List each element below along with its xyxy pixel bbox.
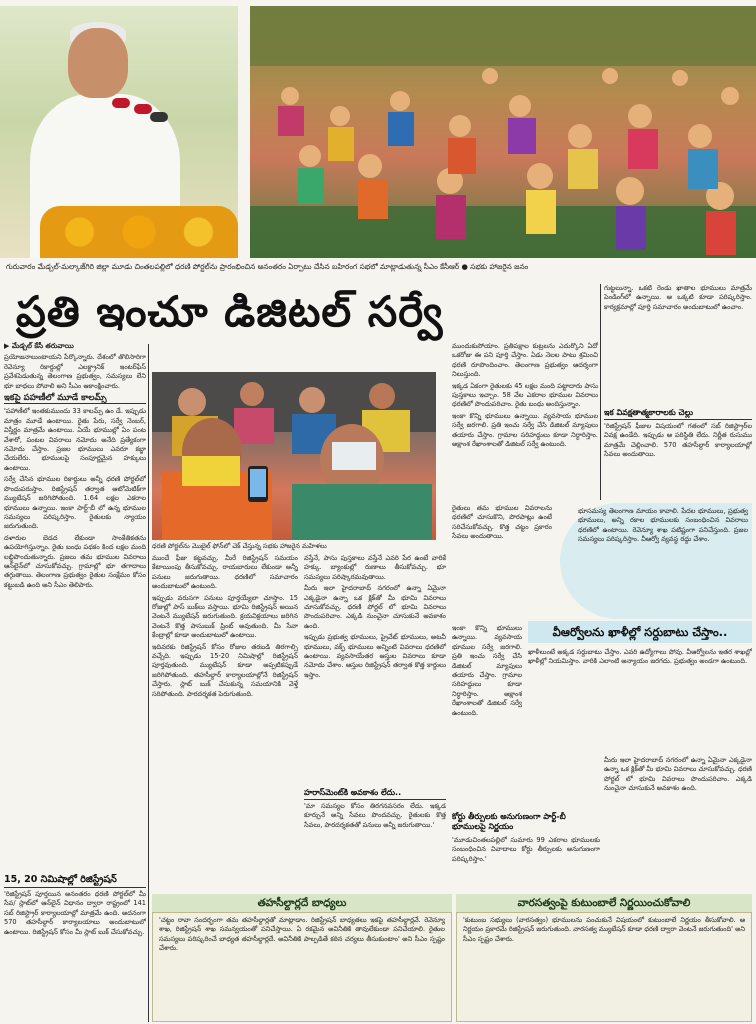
speaker-head — [68, 28, 128, 98]
paragraph: ఇంకా కొన్ని భూములు ఉన్నాయి. వ్యవసాయ భూముల సర్వే జరగాలి. ప్రతి ఇంచు సర్వే చేసి డిజిటల్ మ్యాపులు తయారు చేస్తాం. గ్రామాల సరిహద్దులు కూడా నిర్ధారిస్తాం. అక్షాంశ రేఖాంశాలతో డిజిటల్ సర్వే ఉంటుంది. — [452, 411, 598, 449]
article-column-4 — [452, 342, 598, 502]
photo-cm-speaking — [0, 6, 238, 258]
box-tahsildar — [152, 912, 452, 1022]
paragraph: సర్వే చేసిన భూముల రికార్డులు అన్నీ ధరణి పోర్టల్‌లో పొందుపరుస్తాం. రిజిస్ట్రేషన్ తర్వాత ఆటోమెటిక్‌గా మ్యుటేషన్ జరిగిపోతుంది. 1.64 లక్షల ఎకరాల భూములు ఉన్నాయి. ఇంకా పార్ట్-బీ లో ఉన్న భూముల సమస్యలు పరిష్కరిస్తాం. రైతులకు న్యాయం జరుగుతుంది. — [4, 475, 146, 531]
photo-women-with-phone — [152, 372, 436, 540]
subheading: కోర్టు తీర్పులకు అనుగుణంగా పార్ట్-బీ భూములపై నిర్ణయం — [452, 812, 566, 831]
box-text: 'చట్టం రావా సందర్భంగా తమ తహసీల్దార్లతో మాట్లాడాం. రిజిస్ట్రేషన్ బాధ్యతలు ఇకపై తహసీల్దార్లవే. రెవెన్యూ శాఖ, రిజిస్ట్రేషన్ శాఖ సమన్వయంతో పనిచేస్తాయి. ఏ రకమైన అవినీతికి తావులేకుండా పనిచేయాలి. రైతుల సమస్యలు పరిష్కరించే బాధ్యత తహసీల్దార్లదే. అవినీతికి పాల్పడితే కఠిన చర్యలు తీసుకుంటాం' అని సీఎం స్పష్టం చేశారు. — [159, 916, 445, 953]
page-headline: ప్రతి ఇంచూ డిజిటల్ సర్వే — [16, 287, 444, 336]
paragraph: ఇప్పుడు ప్రభుత్వ భూములు, ప్రైవేట్ భూములు, అటవీ భూములు, వక్ఫ్ భూములు అన్నింటి వివరాలు ధరణిలో ఉంటాయి. వ్యవసాయేతర ఆస్తుల వివరాలు కూడా నమోదు చేశాం. ఆస్తుల రిజిస్ట్రేషన్ తర్వాత కొత్త కార్డులు ఇస్తాం. — [304, 633, 446, 679]
callout-text: భూసమస్య తెలంగాణ మాయం కావాలి. పేదల భూములు, ప్రభుత్వ భూములు, అన్ని రకాల భూములకు సంబంధించిన వివరాలు ధరణిలో ఉంటాయి. రెవెన్యూ శాఖ పటిష్టంగా పనిచేస్తుంది. ప్రజల సమస్యలు పరిష్కరిస్తాం. వీఆర్వో వ్యవస్థ రద్దు చేశాం. — [578, 507, 748, 544]
photo-caption: ధరణి పోర్టల్‌ను మొబైల్ ఫోన్‌లో చెక్ చేస్తున్న సభకు హాజరైన మహిళలు — [152, 542, 327, 550]
paragraph: వస్తేనే, పాసు పుస్తకాలు వస్తేనే ఎవరి పేర ఉంటే వారికే హక్కు. బ్యాంకుల్లో రుణాలు తీసుకోవచ్చు. భూ సమస్యలు పరిష్కారమవుతాయి. — [304, 554, 446, 581]
paragraph: ఖాళీలుంటే అక్కడ సర్దుబాటు చేస్తాం. ఎవరి ఉద్యోగాలు పోవు. వీఆర్వోలను ఇతర శాఖల్లో ఖాళీల్లో నియమిస్తాం. వారికి ఎలాంటి అన్యాయం జరగదు. ప్రభుత్వం అండగా ఉంటుంది. — [528, 648, 752, 666]
paragraph: 'రిజిస్ట్రేషన్ ఫీజుల విషయంలో గతంలో సబ్ రిజిస్ట్రార్‌ల వివక్ష ఉండేది. ఇప్పుడు ఆ పరిస్థితి లేదు. నిర్ణీత రుసుము మాత్రమే చెల్లించాలి. 570 తహసీల్దార్ కార్యాలయాల్లో సేవలు అందుతాయి. — [604, 422, 752, 459]
microphone-icon — [134, 104, 152, 114]
paragraph: ఇప్పుడు వరుసగా పనులు పూర్తయ్యేలా చూస్తాం. 15 రోజుల్లో పాస్‌ బుక్‌లు వస్తాయి. భూమి రిజిస్ట్రేషన్ అయిన వెంటనే మ్యుటేషన్ జరుగుతుంది. క్రయవిక్రయాలు జరిగిన వెంటనే కొత్త పాసుబుక్ ప్రింట్ అవుతుంది. మీ సేవా కేంద్రాల్లో కూడా అందుబాటులో ఉంటాయి. — [152, 593, 298, 640]
subheading: ఇక వివక్షతాత్మకారాలకు చెల్లు — [604, 408, 752, 420]
article-column-5-body — [604, 422, 752, 500]
article-column-1-bottom — [4, 890, 146, 1020]
paragraph: మీరు ఇలా హైదరాబాద్ నగరంలో ఉన్నా ఏమైనా ఎక్కడైనా ఉన్నా ఒక క్లిక్‌తో మీ భూమి వివరాలు చూసుకోవచ్చు. ధరణి పోర్టల్ లో భూమి వివరాలు పొందుపరిచాం. ఎక్కడి నుంచైనా చూసుకునే అవకాశం ఉంది. — [304, 584, 446, 630]
paragraph: ముందుకుపోయాం. ప్రతిపక్షాల కుట్రలను ఎదుర్కొని ఏదో ఒకరోజు ఈ పని పూర్తి చేస్తాం. ఏడు నెలల పాటు శ్రమించి ధరణి రూపొందించాం. తెలంగాణ ప్రభుత్వం ఆదర్శంగా నిలుస్తుంది. — [452, 342, 598, 379]
subheading: హరాస్‌మెంట్‌కి అవకాశం లేదు.. — [304, 788, 446, 800]
byline: ▶ మేడ్చల్ కేసీ తరువాయి — [4, 342, 74, 350]
paragraph: ఇంకా కొన్ని భూములు ఉన్నాయి. వ్యవసాయ భూముల సర్వే జరగాలి. ప్రతి ఇంచు సర్వే చేసి డిజిటల్ మ్యాపులు తయారు చేస్తాం. గ్రామాల సరిహద్దులు కూడా నిర్ధారిస్తాం. అక్షాంశ రేఖాంశాలతో డిజిటల్ సర్వే ఉంటుంది. — [452, 624, 522, 717]
box-text: 'కుటుంబ సభ్యులు (వారసత్వం) భూములను పంచుకునే విషయంలో కుటుంబాలే నిర్ణయం తీసుకోవాలి. ఆ నిర్ణయం ప్రకారమే రిజిస్ట్రేషన్ జరుగుతుంది. వారసత్వ మ్యుటేషన్ కూడా ధరణి ద్వారా వెంటనే జరుగుతుంది' అని సీఎం స్పష్టం చేశారు. — [463, 916, 745, 943]
subheading-registration: 15, 20 నిమిషాల్లో రిజిస్ట్రేషన్ — [4, 874, 146, 888]
column-divider — [148, 344, 149, 1022]
article-column-3 — [304, 554, 446, 784]
paragraph: 'మా సమస్యల కోసం తిరగనవసరం లేదు. ఇక్కడ కూర్చునే అన్ని సేవలు పొందవచ్చు. రైతులకు కొత్త సేవలు, పారదర్శకతతో పనులు అన్నీ జరుగుతాయి.' — [304, 802, 446, 829]
column-divider — [600, 284, 601, 500]
photo-caption: గురువారం మేడ్చల్-మల్కాజ్‌గిరి జిల్లా మూడు చింతలపల్లిలో ధరణి పోర్టల్‌ను ప్రారంభించిన అనంతరం ఏర్పాటు చేసిన బహిరంగ సభలో మాట్లాడుతున్న సీఎం కేసీఆర్ ● సభకు హాజరైన జనం — [6, 262, 529, 271]
microphone-icon — [112, 98, 130, 108]
paragraph: ముందే ఫీజు కట్టవచ్చు. మీరే రిజిస్ట్రేషన్ సమయం కేటాయింపు తీసుకోవచ్చు. రాయబారులు లేకుండా అన్నీ పనులు జరుగుతాయి. ధరణిలో సమాచారం అందుబాటులో ఉంటుంది. — [152, 554, 298, 591]
article-column-3-bottom — [304, 802, 446, 888]
paragraph: గుట్టలున్నా. ఒకటి రెండు ఖాతాల భూములు మాత్రమే పెండింగ్‌లో ఉన్నాయి. ఆ ఒక్కటి కూడా పరిష్కరిస్తాం. కార్యక్రమాల్లో పూర్తి సమాచారం అందుబాటులో ఉంచాం. — [604, 284, 752, 311]
paragraph: ప్రయోజనాలుంటాయని పేర్కొన్నారు. దేశంలో తొలిసారిగా రెవెన్యూ రికార్డుల్లో ఎలక్ట్రానిక్ ఇంటర్‌ఫేస్‌ ప్రవేశపెడుతున్న తెలంగాణ ప్రభుత్వం, సమస్యలు లేని భూ బాధలు పోవాలి అని సీఎం ఆకాంక్షించారు. — [4, 353, 146, 390]
paragraph: ఇదివరకు రిజిస్ట్రేషన్ కోసం రోజుల తరబడి తిరగాల్సి వచ్చేది. ఇప్పుడు 15-20 నిమిషాల్లో రిజిస్ట్రేషన్ పూర్తవుతుంది. మ్యుటేషన్ కూడా అప్పటికప్పుడే జరిగిపోతుంది. తహసీల్దార్ కార్యాలయాల్లోనే రిజిస్ట్రేషన్ చేస్తారు. స్లాట్ బుక్ చేసుకున్న సమయానికి వెళ్తే సరిపోతుంది. పారదర్శకత పెరుగుతుంది. — [152, 642, 298, 698]
microphone-icon — [150, 112, 168, 122]
article-column-4-narrow — [452, 504, 552, 620]
box-heading-inheritance: వారసత్వంపై కుటుంబాలే నిర్ణయించుకోవాలి — [456, 894, 752, 912]
box-inheritance — [456, 912, 752, 1022]
box-heading-tahsildar: తహసీల్దార్లదే బాధ్యలు — [152, 894, 452, 912]
paragraph: 'పహాణీలో ఇంతకుముందు 33 కాలమ్స్ ఉం డే. ఇప్పుడు మాత్రం మూడే ఉంటాయి. రైతు పేరు, సర్వే నెంబర్, విస్తీర్ణం మాత్రమే ఉంటాయి. ఏయే భూముల్లో ఏం పంట వేశారో, పంటల వివరాలు నమోదు అనేది ప్రత్యేకంగా నమోదు చేస్తాం. ప్రజల భూములు ఎవరూ కబ్జా చేయలేరు. భూములపై సంపూర్ణమైన హక్కులు ఉంటాయి. — [4, 407, 146, 472]
article-column-court — [452, 836, 600, 888]
section-banner: వీఆర్వోలను ఖాళీల్లో సర్దుబాటు చేస్తాం.. — [528, 621, 752, 643]
flower-decoration — [40, 206, 238, 258]
paragraph: 'మూడుచింతలపల్లిలో సుమారు 99 ఎకరాల భూములకు సంబంధించిన వివాదాలు కోర్టు తీర్పులకు అనుగుణంగా పరిష్కరిస్తాం.' — [452, 836, 600, 863]
paragraph: ఇక్కడ ఏకంగా రైతులకు 45 లక్షల మంది పట్టాదారు పాసు పుస్తకాలు ఇచ్చాం. 58 వేల ఎకరాల భూముల వివరాలు ధరణిలో పొందుపరిచాం. రైతు బంధు అందిస్తున్నాం. — [452, 381, 598, 409]
article-column-2 — [152, 554, 298, 886]
crowd-illustration — [250, 6, 756, 258]
photo-crowd — [250, 6, 756, 258]
paragraph: 'రిజిస్ట్రేషన్ పూర్తయిన అనంతరం ధరణి పోర్టల్‌లో మీ సేవ/ స్లాట్‌లో ఆన్‌లైన్ విధానం ద్వారా రాష్ట్రంలో 141 సబ్ రిజిస్ట్రార్ కార్యాలయాల్లో మాత్రమే ఉంది. అదనంగా 570 తహసీల్దార్ కార్యాలయాలు అందుబాటులో ఉంటాయి. రిజిస్ట్రేషన్ కోసం మీ స్లాట్ బుక్ చేసుకోవచ్చు. — [4, 890, 146, 936]
article-column-5 — [604, 284, 752, 404]
paragraph: రైతులు తమ భూముల వివరాలను ధరణిలో చూసుకొని, పొరపాట్లు ఉంటే సరిచేసుకోవచ్చు. కొత్త చట్టం ప్రకారం సేవలు అందుతాయి. — [452, 504, 552, 541]
paragraph: దళారుల బెడద లేకుండా సాంకేతికతను ఉపయోగిస్తున్నాం. రైతు బంధు పథకం కింద లక్షల మంది లబ్ధిపొందుతున్నారు. ప్రజలు తమ భూముల వివరాలు ఆన్‌లైన్‌లో చూసుకోవచ్చు. గ్రామాల్లో భూ తగాదాలు తగ్గుతాయి. తెలంగాణ ప్రభుత్వం రైతుల సంక్షేమం కోసం కట్టుబడి ఉంది అని సీఎం తెలిపారు. — [4, 533, 146, 589]
article-column-4-lower — [452, 624, 522, 808]
subheading: ఇకపై పహణీలో మూడే కాలమ్స్ — [4, 394, 146, 404]
article-column-5-lower — [528, 648, 752, 750]
callout-box — [560, 503, 752, 619]
article-column-5-end — [604, 756, 752, 888]
women-illustration — [152, 372, 436, 540]
paragraph: మీరు ఇలా హైదరాబాద్ నగరంలో ఉన్నా ఏమైనా ఎక్కడైనా ఉన్నా ఒక క్లిక్‌తో మీ భూమి వివరాలు చూసుకోవచ్చు. ధరణి పోర్టల్ లో భూమి వివరాలు పొందుపరిచాం. ఎక్కడి నుంచైనా చూసుకునే అవకాశం ఉంది. — [604, 756, 752, 793]
article-column-1 — [4, 342, 146, 870]
